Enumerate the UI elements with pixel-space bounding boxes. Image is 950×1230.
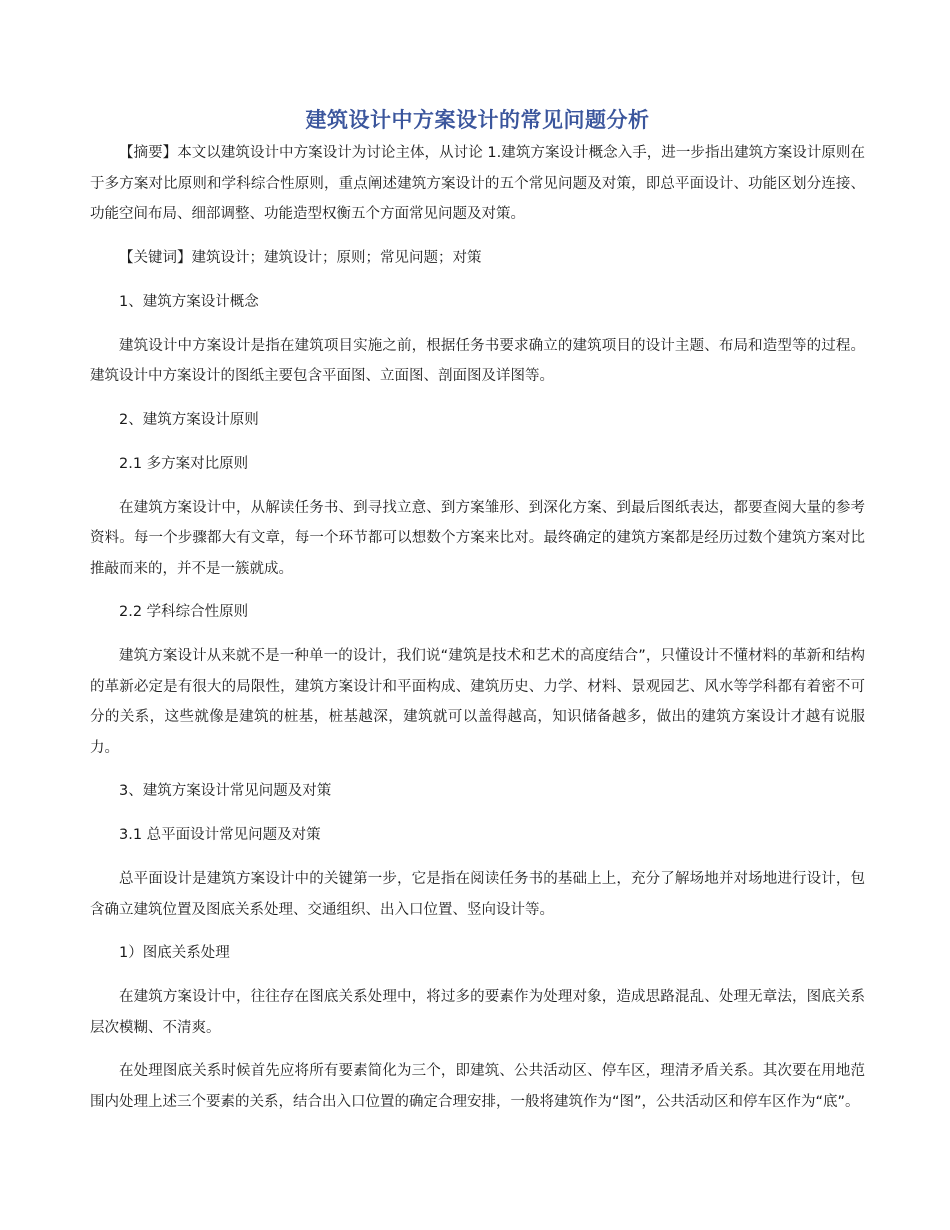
keywords-line: 【关键词】建筑设计；建筑设计；原则；常见问题；对策 — [119, 249, 482, 266]
item-1-paragraph-2: 在处理图底关系时候首先应将所有要素简化为三个，即建筑、公共活动区、停车区，理清矛盾关系。其次要在用地范围内处理上述三个要素的关系，结合出入口位置的确定合理安排，一般将建筑作为“图”，公共活动区和停车区作为“底”。 — [90, 1063, 865, 1110]
section-3-1-heading: 3.1 总平面设计常见问题及对策 — [119, 827, 321, 843]
abstract-paragraph: 【摘要】本文以建筑设计中方案设计为讨论主体，从讨论 1.建筑方案设计概念入手，进一步指出建筑方案设计原则在于多方案对比原则和学科综合性原则，重点阐述建筑方案设计的五个常见问题及对策，即总平面设计、功能区划分连接、功能空间布局、细部调整、功能造型权衡五个方面常见问题及对策。 — [90, 145, 865, 222]
document-title: 建筑设计中方案设计的常见问题分析 — [305, 108, 650, 132]
item-1-paragraph-1: 在建筑方案设计中，往往存在图底关系处理中，将过多的要素作为处理对象，造成思路混乱、处理无章法，图底关系层次模糊、不清爽。 — [90, 989, 865, 1036]
section-2-2-paragraph: 建筑方案设计从来就不是一种单一的设计，我们说“建筑是技术和艺术的高度结合”，只懂设计不懂材料的革新和结构的革新必定是有很大的局限性，建筑方案设计和平面构成、建筑历史、力学、材料、景观园艺、风水等学科都有着密不可分的关系，这些就像是建筑的桩基，桩基越深，建筑就可以盖得越高，知识储备越多，做出的建筑方案设计才越有说服力。 — [90, 648, 865, 756]
document-page — [90, 104, 865, 1130]
section-2-1-heading: 2.1 多方案对比原则 — [119, 455, 249, 472]
section-3-1-paragraph: 总平面设计是建筑方案设计中的关键第一步，它是指在阅读任务书的基础上上，充分了解场地并对场地进行设计，包含确立建筑位置及图底关系处理、交通组织、出入口位置、竖向设计等。 — [90, 871, 865, 918]
item-1-heading: 1）图底关系处理 — [119, 945, 230, 961]
section-2-heading: 2、建筑方案设计原则 — [119, 411, 259, 428]
section-3-heading: 3、建筑方案设计常见问题及对策 — [119, 783, 332, 799]
section-2-1-paragraph: 在建筑方案设计中，从解读任务书、到寻找立意、到方案雏形、到深化方案、到最后图纸表达，都要查阅大量的参考资料。每一个步骤都大有文章，每一个环节都可以想数个方案来比对。最终确定的建筑方案都是经历过数个建筑方案对比推敲而来的，并不是一簇就成。 — [90, 499, 865, 577]
section-1-heading: 1、建筑方案设计概念 — [119, 293, 259, 310]
section-2-2-heading: 2.2 学科综合性原则 — [119, 604, 249, 620]
section-1-paragraph: 建筑设计中方案设计是指在建筑项目实施之前，根据任务书要求确立的建筑项目的设计主题、布局和造型等的过程。建筑设计中方案设计的图纸主要包含平面图、立面图、剖面图及详图等。 — [90, 337, 865, 384]
